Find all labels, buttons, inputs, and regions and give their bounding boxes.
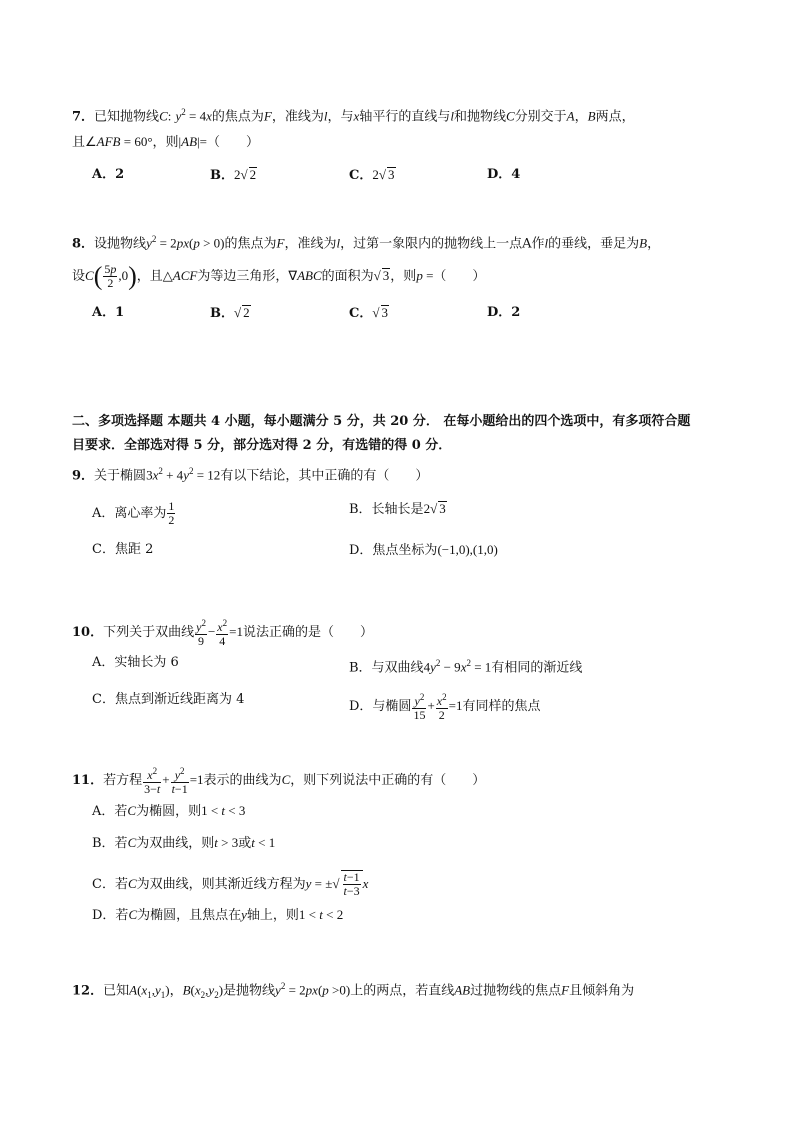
q10-option-d: D．与椭圆 $\frac{y^2}{15}$ + $\frac{x^2}{2}$ =1有同样的焦点 bbox=[349, 692, 541, 722]
q12-stem: 12．已知$A(x_1,y_1)$，$B(x_2,y_2)$是抛物线$y^2 = 2px(p >0)$上的两点，若直线AB过抛物线的焦点F且倾斜角为 bbox=[72, 981, 635, 1000]
q7-number: 7． bbox=[72, 109, 95, 125]
q9-option-b: B．长轴长是2√ 3 bbox=[349, 501, 446, 517]
q8-option-b: B．√ 2 bbox=[210, 305, 250, 321]
q9-number: 9． bbox=[72, 468, 95, 484]
q8-option-a: A．1 bbox=[92, 305, 125, 320]
q10-option-b: B．与双曲线$4y^2 - 9x^2 = 1$有相同的渐近线 bbox=[349, 658, 583, 676]
q10-number: 10． bbox=[72, 625, 104, 640]
q7-option-c: C．2√ 3 bbox=[349, 167, 395, 183]
q7-line2: 且∠AFB = 60°，则|AB|=（ ） bbox=[72, 134, 259, 150]
q12-number: 12． bbox=[72, 983, 104, 999]
section2-heading-cont: 目要求．全部选对得 5 分，部分选对得 2 分，有选错的得 0 分． bbox=[72, 438, 452, 453]
q11-option-a: A．若C为椭圆，则1 < t < 3 bbox=[92, 803, 246, 819]
q10-stem: 10．下列关于双曲线 $\frac{y^2}{9}$ − $\frac{x^2}{4}$ =1说法正确的是（ ） bbox=[72, 618, 373, 648]
q9-option-a: A．离心率为 $\frac{1}{2}$ bbox=[92, 499, 175, 527]
q10-option-c: C．焦点到渐近线距离为 4 bbox=[92, 692, 245, 707]
q7-option-d: D．4 bbox=[487, 167, 521, 182]
q9-option-d: D．焦点坐标为(−1,0),(1,0) bbox=[349, 542, 498, 558]
q8-line1: 8．设抛物线$y^2 = 2px(p > 0)$的焦点为F，准线为l，过第一象限内的抛物线上一点A作l的垂线，垂足为B， bbox=[72, 234, 661, 252]
q8-option-c: C．√ 3 bbox=[349, 305, 388, 321]
q11-stem: 11．若方程 $\frac{x^2}{3-t}$ + $\frac{y^2}{t-1}$ =1表示的曲线为C，则下列说法中正确的有（ ） bbox=[72, 766, 486, 796]
q7-text: 已知抛物线 bbox=[94, 109, 160, 125]
q9-stem: 9．关于椭圆$3x^2 + 4y^2 = 12$有以下结论，其中正确的有（ ） bbox=[72, 466, 429, 484]
q7-line1: 7．已知抛物线C: $y^2 = 4x$的焦点为F，准线为l，与x轴平行的直线与l和抛物线C分别交于A，B两点， bbox=[72, 107, 635, 125]
q9-option-c: C．焦距 2 bbox=[92, 542, 154, 557]
section2-heading: 二、多项选择题 本题共 4 小题，每小题满分 5 分，共 20 分． 在每小题给出的四个选项中，有多项符合题 bbox=[72, 414, 691, 429]
q11-option-b: B．若C为双曲线，则t > 3或t < 1 bbox=[92, 835, 276, 851]
q7-formula: C bbox=[159, 108, 168, 124]
q11-option-c: C．若C为双曲线，则其渐近线方程为y = ±√ $\frac{t-1}{t-3}$ x bbox=[92, 870, 369, 898]
q10-option-a: A．实轴长为 6 bbox=[92, 655, 179, 670]
q7-option-a: A．2 bbox=[92, 167, 125, 182]
q8-number: 8． bbox=[72, 236, 95, 252]
q7-option-b: B．2√ 2 bbox=[210, 167, 257, 183]
q11-option-d: D．若C为椭圆，且焦点在y轴上，则1 < t < 2 bbox=[92, 907, 344, 923]
q11-number: 11． bbox=[72, 773, 104, 788]
q8-option-d: D．2 bbox=[487, 305, 521, 320]
q8-line2: 设C( $\frac{5p}{2}$ ,0)，且△ACF为等边三角形，∇ABC的面积为√ 3，则p =（ ） bbox=[72, 261, 486, 291]
